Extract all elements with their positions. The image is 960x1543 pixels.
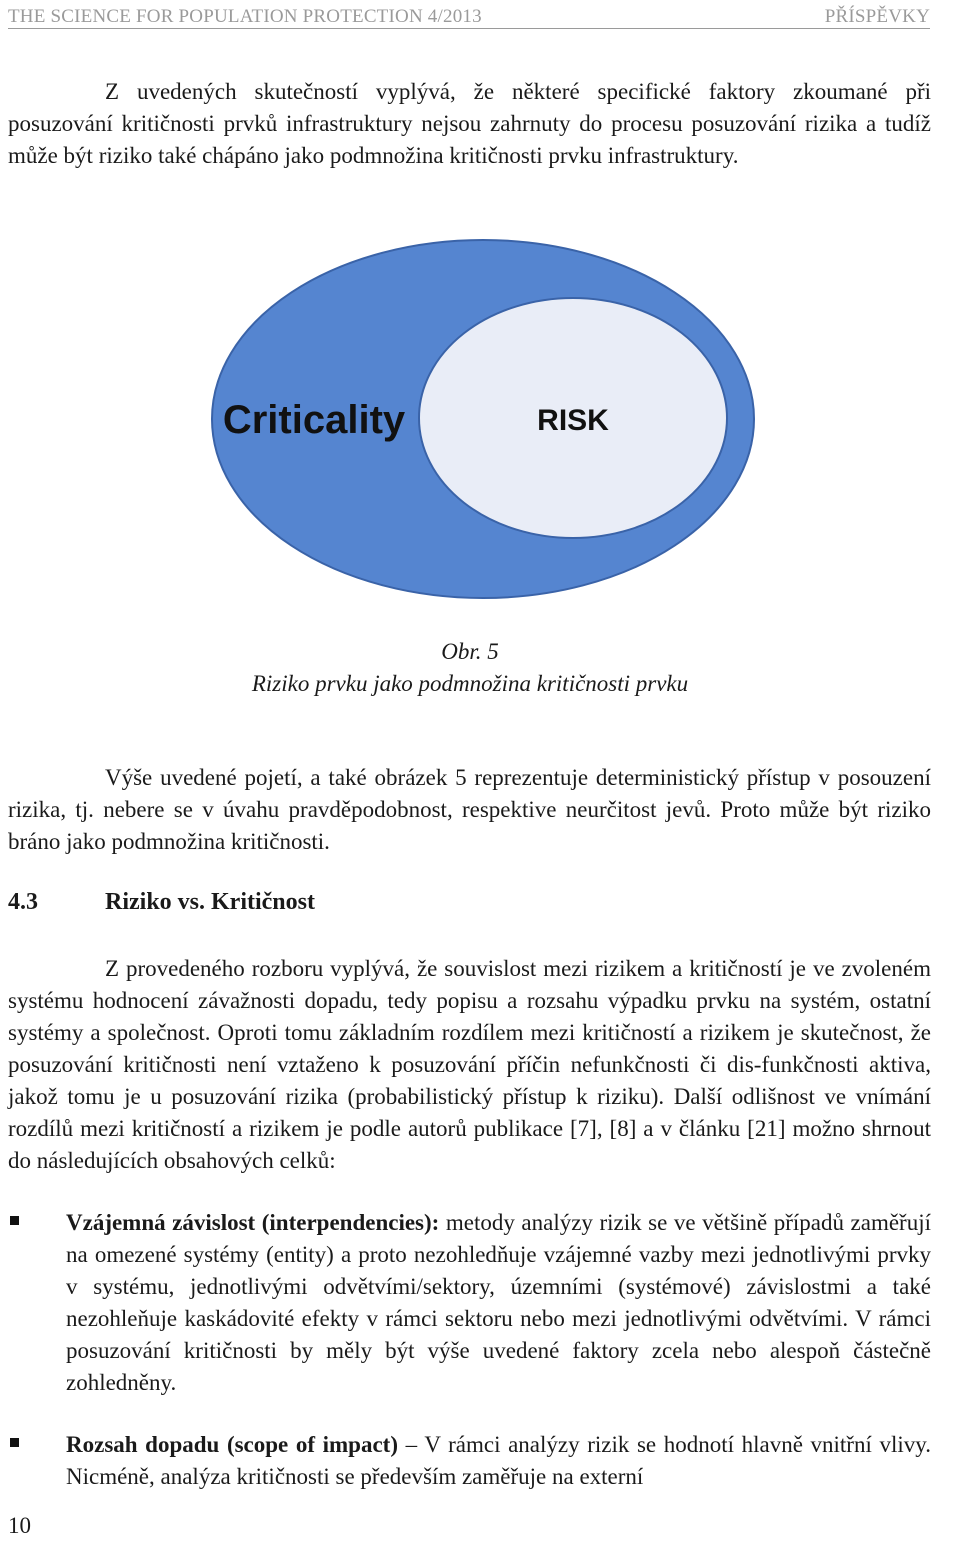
list-item	[8, 1207, 931, 1399]
running-header	[8, 4, 930, 29]
bullet-text: – V rámci analýzy rizik se hodnotí hlavně vnitřní vlivy. Nicméně, analýza kritičnosti se především zaměřuje na externí	[66, 1432, 931, 1489]
bullet-term: Rozsah dopadu (scope of impact)	[66, 1432, 399, 1457]
risk-label: RISK	[537, 404, 609, 437]
section-heading	[8, 889, 315, 916]
bullet-term: Vzájemná závislost (interpendencies):	[66, 1210, 440, 1235]
bullet-square-icon	[10, 1216, 19, 1225]
journal-title: THE SCIENCE FOR POPULATION PROTECTION 4/2013	[8, 6, 482, 27]
paragraph-deterministic: Výše uvedené pojetí, a také obrázek 5 reprezentuje deterministický přístup v posouzení rizika, tj. nebere se v úvahu pravděpodobnost, respektive neurčitost jevů. Proto může být riziko bráno jako podmnožina kritičnosti.	[8, 765, 931, 854]
paragraph-analysis: Z provedeného rozboru vyplývá, že souvislost mezi rizikem a kritičností je ve zvoleném systému hodnocení závažnosti dopadu, tedy popisu a rozsahu výpadku prvku na systém, ostatní systémy a společnost. Oproti tomu základním rozdílem mezi kritičností a rizikem je skutečnost, že posuzování kritičnosti není vztaženo k posuzování příčin nefunkčnosti či dis-funkčnosti aktiva, jakož tomu je u posuzování rizika (probabilistický přístup k riziku). Další odlišnost ve vnímání rozdílů mezi kritičností a rizikem je podle autorů publikace [7], [8] a v článku [21] možno shrnout do následujících obsahových celků:	[8, 956, 931, 1173]
section-number: 4.3	[8, 889, 38, 915]
paragraph-intro: Z uvedených skutečností vyplývá, že některé specifické faktory zkoumané při posuzování kritičnosti prvků infrastruktury nejsou zahrnuty do procesu posuzování rizika a tudíž může být riziko také chápáno jako podmnožina kritičnosti prvku infrastruktury.	[8, 79, 931, 168]
figure-number: Obr. 5	[441, 639, 499, 664]
figure-caption: Riziko prvku jako podmnožina kritičnosti prvku	[251, 671, 689, 696]
section-title: Riziko vs. Kritičnost	[105, 889, 315, 915]
criticality-label: Criticality	[222, 398, 406, 442]
section-label: PŘÍSPĚVKY	[824, 6, 930, 27]
criticality-risk-diagram	[210, 238, 756, 600]
list-item	[8, 1429, 931, 1493]
bullet-square-icon	[10, 1438, 19, 1447]
page-number: 10	[8, 1513, 31, 1538]
venn-figure	[210, 238, 756, 600]
bullet-text: metody analýzy rizik se ve většině případů zaměřují na omezené systémy (entity) a proto nezohledňuje vzájemné vazby mezi jednotlivými prvky v systému, jednotlivými odvětvími/sektory, územními (systémové) závislostmi a také nezohleňuje kaskádovité efekty v rámci sektoru nebo mezi jednotlivými odvětvími. V rámci posuzování kritičnosti by měly být výše uvedené faktory zcela nebo alespoň částečně zohledněny.	[66, 1210, 931, 1395]
